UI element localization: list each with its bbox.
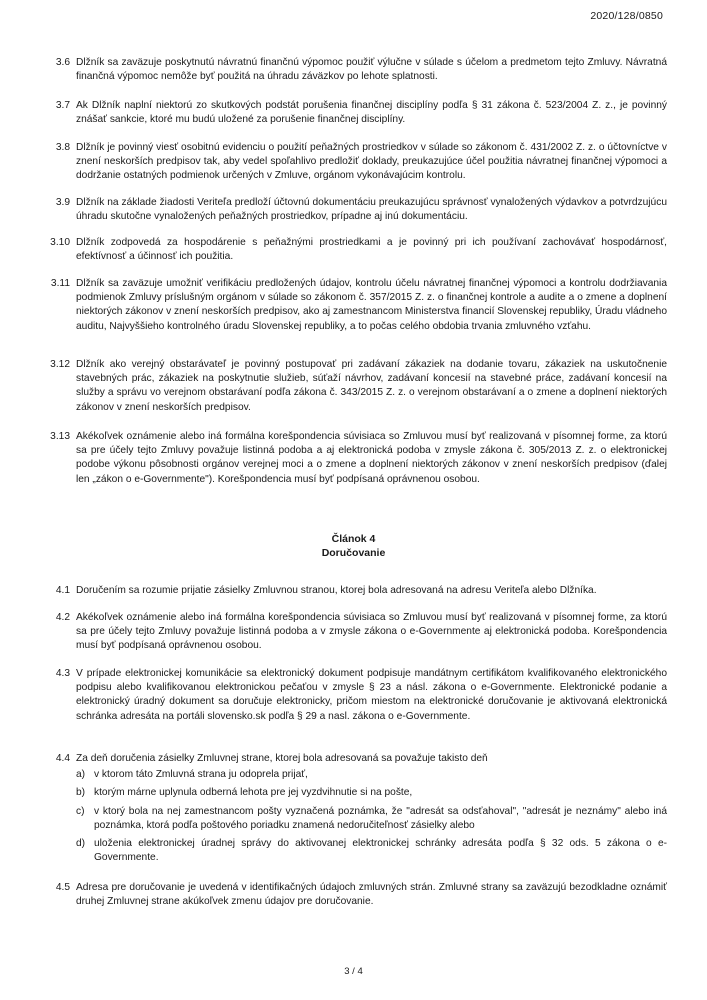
clause-4-1 bbox=[40, 584, 667, 598]
article-heading bbox=[0, 532, 707, 560]
page-number: 3 / 4 bbox=[344, 966, 363, 977]
list-item bbox=[76, 768, 667, 782]
clause-number: 3.7 bbox=[55, 100, 70, 111]
clause-body bbox=[76, 752, 667, 869]
clause-text: Za deň doručenia zásielky Zmluvnej strane, ktorej bola adresovaná sa považuje takisto deň bbox=[76, 753, 488, 764]
list-item-letter: d) bbox=[76, 838, 86, 850]
clause-number: 4.4 bbox=[55, 753, 70, 764]
clause-text: Dlžník zodpovedá za hospodárenie s peňažnými prostriedkami a je povinný pri ich používaní zachovávať hospodárnosť, efektívnosť a účinnosť ich použitia. bbox=[76, 237, 667, 263]
list-item-text: ktorým márne uplynula odberná lehota pre jej vyzdvihnutie si na pošte, bbox=[94, 787, 413, 799]
list-item-text: v ktorý bola na nej zamestnancom pošty vyznačená poznámka, že "adresát sa odsťahoval", "adresát je neznámy" alebo iná poznámka, ktorá podľa poštového poriadku znamená nedoručiteľnosť zásielky alebo bbox=[94, 805, 667, 831]
clause-text: Dlžník je povinný viesť osobitnú evidenciu o použití peňažných prostriedkov v súlade so zákonom č. 431/2002 Z. z. o účtovníctve v znení neskorších predpisov tak, aby vedel spoľahlivo predložiť doklady, preukazujúce účel použitia návratnej finančnej výpomoci a dodržanie ostatných podmienok určených v Zmluve, orgánom vykonávajúcim kontrolu. bbox=[76, 142, 667, 182]
list-item bbox=[76, 805, 667, 833]
clause-number: 3.8 bbox=[55, 142, 70, 153]
clause-text: Dlžník na základe žiadosti Veriteľa predloží účtovnú dokumentáciu preukazujúcu správnosť vynaložených výdavkov a potvrdzujúcu úhradu skutočne vynaložených peňažných prostriedkov, prípadne aj inú dokumentáciu. bbox=[76, 197, 667, 223]
clause-text: Adresa pre doručovanie je uvedená v identifikačných údajoch zmluvných strán. Zmluvné strany sa zaväzujú bezodkladne oznámiť druhej Zmluvnej strane akúkoľvek zmenu údajov pre doručovanie. bbox=[76, 882, 667, 908]
clause-3-10 bbox=[40, 236, 667, 264]
clause-4-2 bbox=[40, 611, 667, 654]
clause-text: Ak Dlžník naplní niektorú zo skutkových podstát porušenia finančnej disciplíny podľa § 31 zákona č. 523/2004 Z. z., je povinný znášať sankcie, ktoré mu budú uložené za porušenie finančnej disciplíny. bbox=[76, 100, 667, 126]
clause-number: 3.10 bbox=[50, 237, 70, 248]
clause-3-9 bbox=[40, 196, 667, 224]
clause-text: Dlžník sa zaväzuje umožniť verifikáciu predložených údajov, kontrolu účelu návratnej finančnej výpomoci a kontrolu dodržiavania podmienok Zmluvy príslušným orgánom v súlade so zákonom č. 357/2015 Z. z. o finančnej kontrole a audite a o zmene a doplnení niektorých zákonov v znení neskorších predpisov, ako aj zamestnancom Ministerstva financií Slovenskej republiky, Úradu vládneho auditu, Najvyššieho kontrolného úradu Slovenskej republiky, a to počas celého obdobia trvania zmluvného vzťahu. bbox=[76, 278, 667, 332]
clause-text: Akékoľvek oznámenie alebo iná formálna korešpondencia súvisiaca so Zmluvou musí byť realizovaná v písomnej forme, za ktorú sa pre účely tejto Zmluvy považuje listinná podoba a aj elektronická podoba v zmysle zákona č. 305/2013 Z. z. o elektronickej podobe výkonu pôsobnosti orgánov verejnej moci a o zmene a doplnení niektorých zákonov v znení neskorších predpisov (ďalej len „zákon o e-Governmente"). Korešpondencia musí byť podpísaná oprávnenou osobou. bbox=[76, 431, 667, 485]
clause-4-5 bbox=[40, 881, 667, 909]
clause-text: Akékoľvek oznámenie alebo iná formálna korešpondencia súvisiaca so Zmluvou musí byť realizovaná v písomnej forme, za ktorú sa pre účely tejto Zmluvy považuje listinná podoba a v zmysle zákona o e-Governmente aj elektronická podoba. Korešpondencia musí byť podpísaná oprávnenou osobou. bbox=[76, 612, 667, 652]
clause-number: 4.2 bbox=[55, 612, 70, 623]
list-item-letter: b) bbox=[76, 787, 86, 799]
clause-number: 4.1 bbox=[55, 585, 70, 596]
clause-3-6 bbox=[40, 56, 667, 84]
clause-text: Dlžník sa zaväzuje poskytnutú návratnú finančnú výpomoc použiť výlučne v súlade s účelom a predmetom tejto Zmluvy. Návratná finančná výpomoc nemôže byť použitá na úhradu záväzkov po lehote splatnosti. bbox=[76, 57, 667, 83]
clause-number: 4.3 bbox=[55, 668, 70, 679]
clause-number: 3.9 bbox=[55, 197, 70, 208]
clause-3-12 bbox=[40, 358, 667, 415]
clause-number: 4.5 bbox=[55, 882, 70, 893]
clause-number: 3.12 bbox=[50, 359, 70, 370]
article-number: Článok 4 bbox=[331, 533, 376, 545]
clause-number: 3.6 bbox=[55, 57, 70, 68]
clause-3-8 bbox=[40, 141, 667, 184]
article-title: Doručovanie bbox=[321, 547, 386, 559]
clause-4-3 bbox=[40, 667, 667, 724]
document-id: 2020/128/0850 bbox=[590, 10, 663, 22]
clause-number: 3.13 bbox=[50, 431, 70, 442]
clause-sublist bbox=[76, 768, 667, 865]
list-item-text: v ktorom táto Zmluvná strana ju odoprela prijať, bbox=[94, 769, 308, 781]
clause-4-4 bbox=[40, 752, 667, 869]
clause-text: Dlžník ako verejný obstarávateľ je povinný postupovať pri zadávaní zákaziek na dodanie tovaru, zákaziek na uskutočnenie stavebných prác, zákaziek na poskytnutie služieb, súťaží návrhov, zadávaní koncesií na stavebné práce, zadávaní koncesií na služby a správu vo verejnom obstarávaní podľa zákona č. 343/2015 Z. z. o verejnom obstarávaní a o zmene a doplnení niektorých zákonov v znení neskorších predpisov. bbox=[76, 359, 667, 413]
list-item-letter: c) bbox=[76, 805, 85, 817]
list-item-text: uloženia elektronickej úradnej správy do aktivovanej elektronickej schránky adresáta podľa § 32 ods. 5 zákona o e-Governmente. bbox=[94, 838, 667, 864]
clause-text: Doručením sa rozumie prijatie zásielky Zmluvnou stranou, ktorej bola adresovaná na adresu Veriteľa alebo Dlžníka. bbox=[76, 585, 597, 596]
list-item-letter: a) bbox=[76, 769, 86, 781]
list-item bbox=[76, 786, 667, 800]
clause-number: 3.11 bbox=[50, 278, 70, 289]
clause-3-7 bbox=[40, 99, 667, 127]
clause-3-11 bbox=[40, 277, 667, 334]
list-item bbox=[76, 837, 667, 865]
clause-text: V prípade elektronickej komunikácie sa elektronický dokument podpisuje mandátnym certifikátom kvalifikovaného elektronického podpisu alebo kvalifikovanou elektronickou pečaťou v zmysle § 23 a násl. zákona o e-Governmente. Elektronické podanie a elektronický úradný dokument sa doručuje elektronicky, pričom miestom na elektronické doručovanie je aktivovaná elektronická schránka adresáta na portáli slovensko.sk podľa § 29 a nasl. zákona o e-Governmente. bbox=[76, 668, 667, 722]
clause-3-13 bbox=[40, 430, 667, 487]
